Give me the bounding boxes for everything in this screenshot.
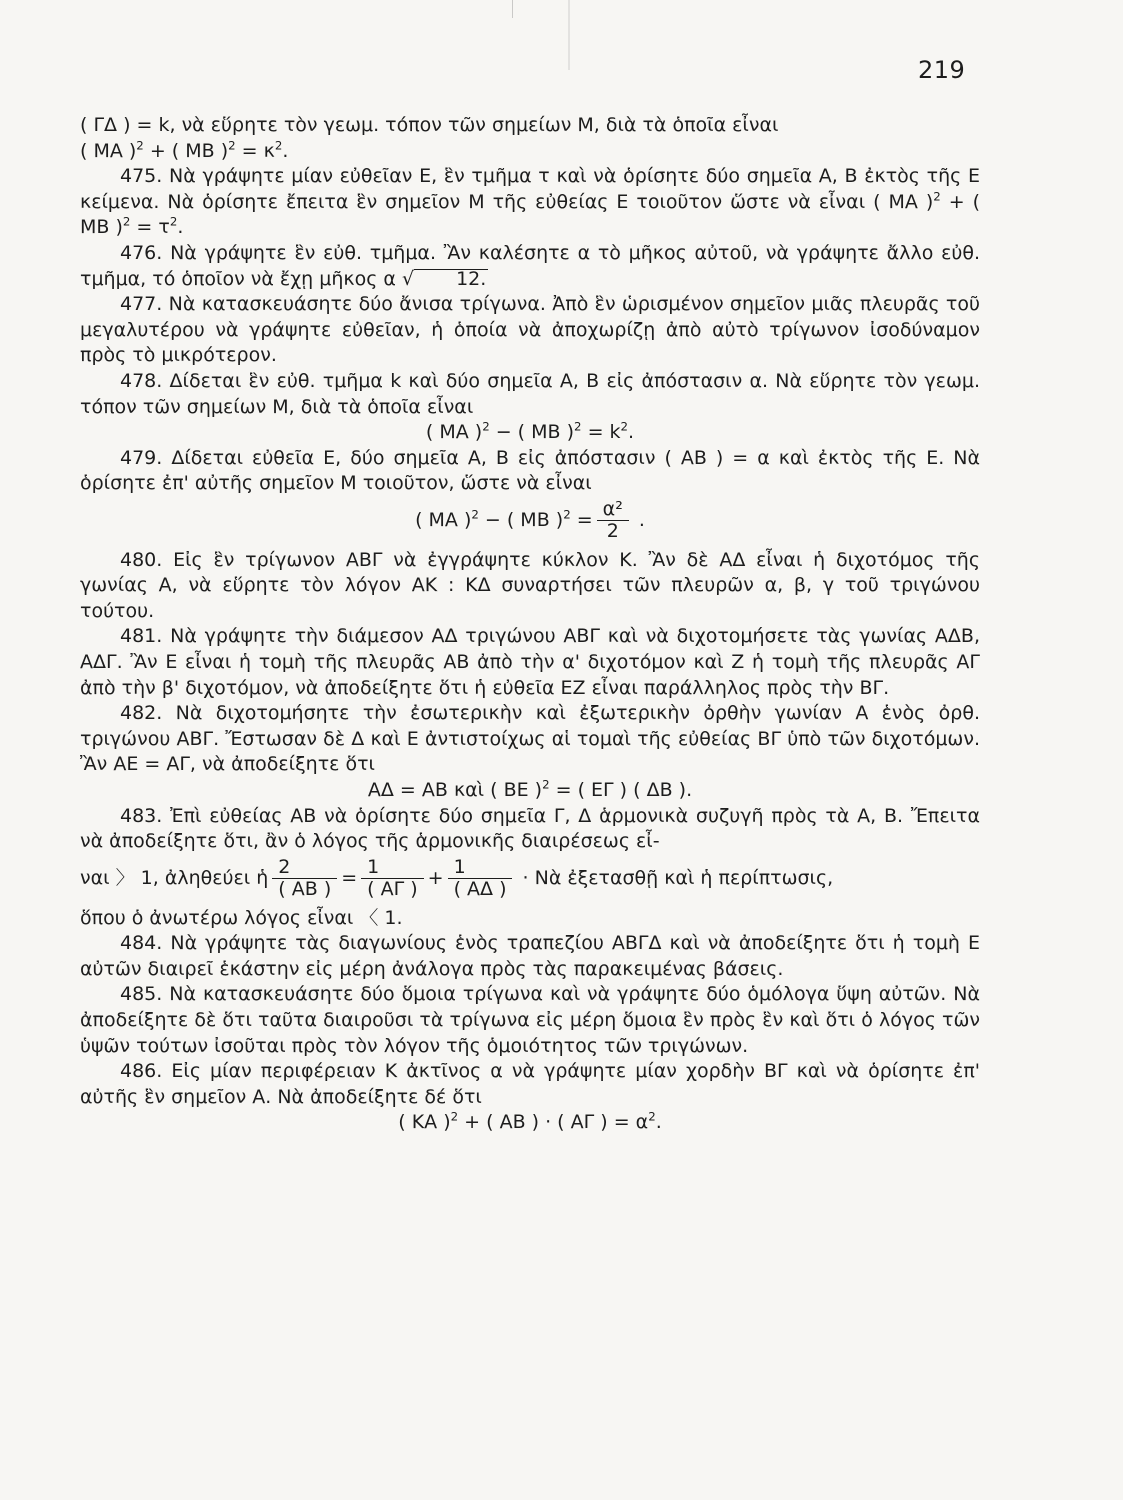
continuation-line-1 [80,113,980,139]
text-run: ( ΜΑ ) [415,508,472,531]
text-run: = k [581,421,621,444]
text-run: = [341,866,358,889]
exercise-480 [80,548,980,625]
exercise-476 [80,241,980,292]
text-run: . [177,216,184,239]
text-run: . [628,421,635,444]
scan-fold-mark [568,0,570,70]
text-run: Νὰ κατασκευάσητε δύο ὅμοια τρίγωνα καὶ νὰ γράψητε δύο ὁμόλογα ὕψη αὐτῶν. Νὰ ἀποδείξητε δὲ ὅτι ταῦτα διαιροῦσι τὰ τρίγωνα εἰς μέρη ὅμοια ἓν πρὸς ἓν καὶ ὅτι ὁ λόγος τῶν ὑψῶν τούτων ἰσοῦται πρὸς τὸν λόγον τῆς ὁμοιότητος τῶν τριγώνων. [80,983,981,1057]
text-run: = ( ΕΓ ) ( ΔΒ ). [549,779,693,802]
superscript: 2 [122,215,131,230]
text-run: ( ΜΑ ) [80,139,137,162]
text-run: Νὰ γράψητε τὴν διάμεσον ΑΔ τριγώνου ΑΒΓ καὶ νὰ διχοτομήσετε τὰς γωνίας ΑΔΒ, ΑΔΓ. Ἂν Ε εἶναι ἡ τομὴ τῆς πλευρᾶς ΑΒ ἀπὸ τὴν α' διχοτόμον καὶ Ζ ἡ τομὴ τῆς πλευρᾶς ΑΓ ἀπὸ τὴν β' διχοτόμον, νὰ ἀποδείξητε ὅτι ἡ εὐθεῖα ΕΖ εἶναι παράλληλος πρὸς τὴν ΒΓ. [80,625,981,699]
superscript: 2 [136,138,144,153]
formula-483 [80,857,980,900]
exercise-number: 478. [120,369,163,392]
exercise-483 [80,804,980,855]
exercise-485 [80,982,980,1059]
superscript: 2 [648,1110,656,1125]
text-run: α² [602,497,623,520]
text-run: + [427,866,444,889]
superscript: 2 [228,138,236,153]
text-run: 2 [597,520,629,542]
sqrt-radicand: 12. [414,269,488,289]
superscript: 2 [482,419,490,434]
text-run: + ( ΑΒ ) · ( ΑΓ ) = α [458,1111,649,1134]
formula-486 [80,1110,980,1136]
text-run: = κ [235,139,275,162]
exercise-number: 484. [120,932,163,955]
exercise-number: 486. [120,1060,163,1083]
text-run: Νὰ κατασκευάσητε δύο ἄνισα τρίγωνα. Ἀπὸ ἓν ὡρισμένον σημεῖον μιᾶς πλευρᾶς τοῦ μεγαλυτέρου νὰ γράψητε εὐθεῖαν, ἡ ὁποία νὰ ἀποχωρίζῃ ἀπὸ αὐτὸ τρίγωνον ἰσοδύναμον πρὸς τὸ μικρότερον. [80,293,980,367]
text-run: . [282,139,289,162]
exercise-482 [80,701,980,778]
sqrt-sign: √ [401,267,415,290]
text-run: ( ΚΑ ) [398,1111,451,1134]
text-run: Νὰ γράψητε ἓν εὐθ. τμῆμα. Ἂν καλέσητε α τὸ μῆκος αὐτοῦ, νὰ γράψητε ἄλλο εὐθ. τμῆμα, τό ὁποῖον νὰ ἔχῃ μῆκος α [80,241,981,290]
text-run: − ( ΜΒ ) [489,421,575,444]
exercise-number: 482. [120,702,163,725]
exercise-number: 476. [120,241,163,264]
exercise-number: 483. [120,804,163,827]
text-run: Νὰ γράψητε μίαν εὐθεῖαν Ε, ἓν τμῆμα τ καὶ νὰ ὁρίσητε δύο σημεῖα Α, Β ἐκτὸς τῆς Ε κείμενα. Νὰ ὁρίσητε ἔπειτα ἓν σημεῖον Μ τῆς εὐθείας Ε τοιοῦτον ὥστε νὰ εἶναι ( ΜΑ ) [80,165,980,213]
exercise-number: 475. [120,165,163,188]
fraction [361,857,424,900]
superscript: 2 [450,1110,459,1125]
exercise-475 [80,164,980,241]
continuation-line-2 [80,139,980,165]
text-run: 2 [278,855,291,878]
exercise-number: 481. [120,625,163,648]
exercise-479 [80,446,980,497]
exercise-number: 485. [120,983,163,1006]
fraction [272,857,337,900]
fraction [448,857,513,900]
exercise-number: 479. [120,446,163,469]
scan-speck [512,0,513,18]
text-run: 1 [367,855,380,878]
text-run: ( ΑΒ ) [272,878,337,900]
superscript: 2 [933,189,941,204]
text-run: ( ΑΓ ) [361,878,424,900]
superscript: 2 [620,419,629,434]
text-run: Νὰ διχοτομήσητε τὴν ἐσωτερικὴν καὶ ἐξωτερικὴν ὀρθὴν γωνίαν Α ἑνὸς ὀρθ. τριγώνου ΑΒΓ. Ἔστωσαν δὲ Δ καὶ Ε ἀντιστοίχως αἱ τομαὶ τῆς εὐθείας ΒΓ ὑπὸ τῶν διχοτόμων. Ἂν ΑΕ = ΑΓ, νὰ ἀποδείξητε ὅτι [80,702,980,776]
superscript: 2 [574,419,582,434]
formula-478 [80,420,980,446]
superscript: 2 [542,777,550,792]
text-run: · Νὰ ἐξετασθῇ καὶ ἡ περίπτωσις, [522,866,834,889]
superscript: 2 [563,507,571,522]
text-run: Εἰς μίαν περιφέρειαν Κ ἀκτῖνος α νὰ γράψητε μίαν χορδὴν ΒΓ καὶ νὰ ὁρίσητε ἐπ' αὐτῆς ἓν σημεῖον Α. Νὰ ἀποδείξητε δέ ὅτι [80,1060,980,1108]
superscript: 2 [471,507,479,522]
text-run: + ( ΜΒ ) [80,190,980,239]
page-number: 219 [918,56,966,84]
exercise-481 [80,624,980,701]
text-run: ὅπου ὁ ἀνωτέρω λόγος εἶναι 〈 1. [80,906,403,929]
text-run: = τ [130,216,170,239]
exercise-483-end [80,906,980,932]
superscript: 2 [169,215,178,230]
exercise-478 [80,369,980,420]
text-run: 1 [453,855,466,878]
text-run: . [632,508,645,531]
text-run: Δίδεται εὐθεῖα Ε, δύο σημεῖα Α, Β εἰς ἀπόστασιν ( ΑΒ ) = α καὶ ἐκτὸς τῆς Ε. Νὰ ὁρίσητε ἐπ' αὐτῆς σημεῖον Μ τοιοῦτον, ὥστε νὰ εἶναι [80,446,981,495]
exercise-number: 480. [120,548,163,571]
superscript: 2 [274,138,283,153]
text-run: ναι 〉 1, ἀληθεύει ἡ [80,866,269,889]
exercise-number: 477. [120,293,163,316]
text-run: − ( ΜΒ ) [478,508,564,531]
exercise-486 [80,1059,980,1110]
text-run: ( ΜΑ ) [425,421,483,444]
formula-479 [80,499,980,542]
text-run: Εἰς ἓν τρίγωνον ΑΒΓ νὰ ἐγγράψητε κύκλον Κ. Ἂν δὲ ΑΔ εἶναι ἡ διχοτόμος τῆς γωνίας Α, νὰ εὕρητε τὸν λόγον ΑΚ : ΚΔ συναρτήσει τῶν πλευρῶν α, β, γ τοῦ τριγώνου τούτου. [80,548,981,622]
exercise-text [80,113,980,1136]
exercise-477 [80,292,980,369]
text-run: ( ΑΔ ) [448,878,513,900]
text-run: ( ΓΔ ) = k, νὰ εὕρητε τὸν γεωμ. τόπον τῶν σημείων Μ, διὰ τὰ ὁποῖα εἶναι [80,114,779,136]
text-run: Δίδεται ἓν εὐθ. τμῆμα k καὶ δύο σημεῖα Α, Β εἰς ἀπόστασιν α. Νὰ εὕρητε τὸν γεωμ. τόπον τῶν σημείων Μ, διὰ τὰ ὁποῖα εἶναι [80,369,980,418]
formula-482 [80,778,980,804]
text-run: Νὰ γράψητε τὰς διαγωνίους ἑνὸς τραπεζίου ΑΒΓΔ καὶ νὰ ἀποδείξητε ὅτι ἡ τομὴ Ε αὐτῶν διαιρεῖ ἑκάστην εἰς μέρη ἀνάλογα πρὸς τὰς παρακειμένας βάσεις. [80,932,980,980]
text-run: = [570,508,593,531]
text-run: Ἐπὶ εὐθείας ΑΒ νὰ ὁρίσητε δύο σημεῖα Γ, Δ ἁρμονικὰ συζυγῆ πρὸς τὰ Α, Β. Ἔπειτα νὰ ἀποδείξητε ὅτι, ἂν ὁ λόγος τῆς ἁρμονικῆς διαιρέσεως εἶ- [80,804,980,853]
text-run: + ( ΜΒ ) [143,139,229,162]
text-run: . [655,1111,662,1134]
exercise-484 [80,931,980,982]
text-run: ΑΔ = ΑΒ καὶ ( ΒΕ ) [367,779,543,802]
fraction [597,499,629,542]
